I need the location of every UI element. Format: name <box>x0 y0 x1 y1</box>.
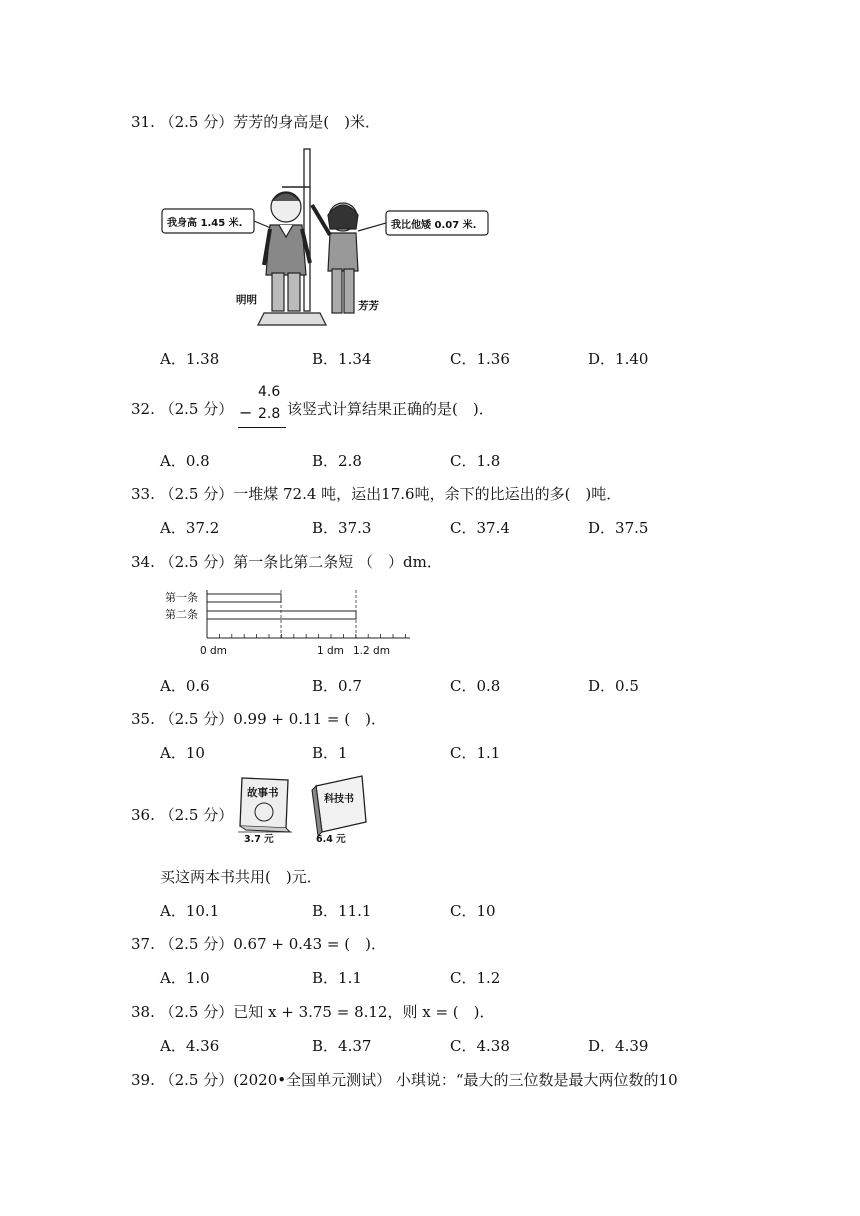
question-37-stem: 37. （2.5 分）0.67 + 0.43 = ( )． <box>131 935 386 953</box>
q36-option-a: A．10.1 <box>160 902 220 920</box>
bar-first <box>207 594 281 602</box>
girl-illustration <box>312 203 358 313</box>
q32-option-b: B．2.8 <box>312 452 362 470</box>
q38-option-a: A．4.36 <box>160 1037 220 1055</box>
bar-label-first: 第一条 <box>165 591 198 604</box>
q37-option-b: B．1.1 <box>312 969 362 987</box>
q38-option-b: B．4.37 <box>312 1037 372 1055</box>
q38-option-c: C．4.38 <box>450 1037 510 1055</box>
q37-option-a: A．1.0 <box>160 969 210 987</box>
question-33-stem: 33. （2.5 分）一堆煤 72.4 吨，运出17.6吨，余下的比运出的多( )吨． <box>131 485 622 503</box>
question-35-stem: 35. （2.5 分）0.99 + 0.11 = ( )． <box>131 710 386 728</box>
q34-option-c: C．0.8 <box>450 677 501 695</box>
q33-option-d: D．37.5 <box>588 519 649 537</box>
q36-option-b: B．11.1 <box>312 902 372 920</box>
q31-option-c: C．1.36 <box>450 350 510 368</box>
tick-label-1dm: 1 dm <box>317 645 344 657</box>
question-31-stem: 31. （2.5 分）芳芳的身高是( )米． <box>131 113 380 131</box>
science-book-illustration <box>312 776 366 844</box>
vertical-line <box>238 427 286 428</box>
boy-illustration <box>264 192 310 311</box>
question-32-prefix: 32. （2.5 分） <box>131 400 234 418</box>
tick-label-0dm: 0 dm <box>200 645 227 657</box>
bar-length-figure <box>160 586 420 658</box>
q36-option-c: C．10 <box>450 902 496 920</box>
science-book-price: 6.4 元 <box>316 834 346 844</box>
bubble-right-text: 我比他矮 0.07 米. <box>391 220 477 231</box>
q34-option-b: B．0.7 <box>312 677 362 695</box>
label-fangfang: 芳芳 <box>358 300 379 312</box>
bar-label-second: 第二条 <box>165 608 198 621</box>
q37-option-c: C．1.2 <box>450 969 501 987</box>
books-figure <box>236 774 372 844</box>
question-36-stem: 36. （2.5 分） <box>131 806 234 824</box>
storybook-title: 故事书 <box>247 787 279 799</box>
q31-option-a: A．1.38 <box>160 350 220 368</box>
storybook-illustration <box>238 778 292 844</box>
bubble-left-text: 我身高 1.45 米. <box>167 218 243 229</box>
science-book-title: 科技书 <box>324 794 354 805</box>
vertical-minus-sign: − <box>239 403 253 422</box>
q32-option-a: A．0.8 <box>160 452 210 470</box>
q32-option-c: C．1.8 <box>450 452 501 470</box>
tick-label-12dm: 1.2 dm <box>353 645 390 657</box>
storybook-price: 3.7 元 <box>244 834 274 844</box>
q31-option-b: B．1.34 <box>312 350 372 368</box>
vertical-subtraction <box>238 384 286 430</box>
question-39-stem: 39. （2.5 分）(2020•全国单元测试） 小琪说：“最大的三位数是最大两位数的10 <box>131 1071 678 1089</box>
q33-option-c: C．37.4 <box>450 519 510 537</box>
q38-option-d: D．4.39 <box>588 1037 649 1055</box>
bar-second <box>207 611 356 619</box>
question-38-stem: 38. （2.5 分）已知 x + 3.75 = 8.12，则 x = ( )． <box>131 1003 495 1021</box>
question-36-stem-2: 买这两本书共用( )元． <box>160 868 322 886</box>
height-measure-figure <box>160 145 500 335</box>
q35-option-b: B．1 <box>312 744 348 762</box>
q33-option-a: A．37.2 <box>160 519 220 537</box>
vertical-bottom: 2.8 <box>258 406 281 422</box>
question-32-stem: 该竖式计算结果正确的是( )． <box>287 400 494 418</box>
vertical-top: 4.6 <box>258 384 281 400</box>
q31-option-d: D．1.40 <box>588 350 649 368</box>
q35-option-c: C．1.1 <box>450 744 501 762</box>
q34-option-d: D．0.5 <box>588 677 639 695</box>
question-34-stem: 34. （2.5 分）第一条比第二条短 （ ）dm． <box>131 553 442 571</box>
scale-base <box>258 313 326 325</box>
q33-option-b: B．37.3 <box>312 519 372 537</box>
number-line-ticks <box>207 634 405 638</box>
measuring-pole <box>304 149 310 311</box>
q34-option-a: A．0.6 <box>160 677 210 695</box>
label-mingming: 明明 <box>236 294 257 306</box>
q35-option-a: A．10 <box>160 744 205 762</box>
